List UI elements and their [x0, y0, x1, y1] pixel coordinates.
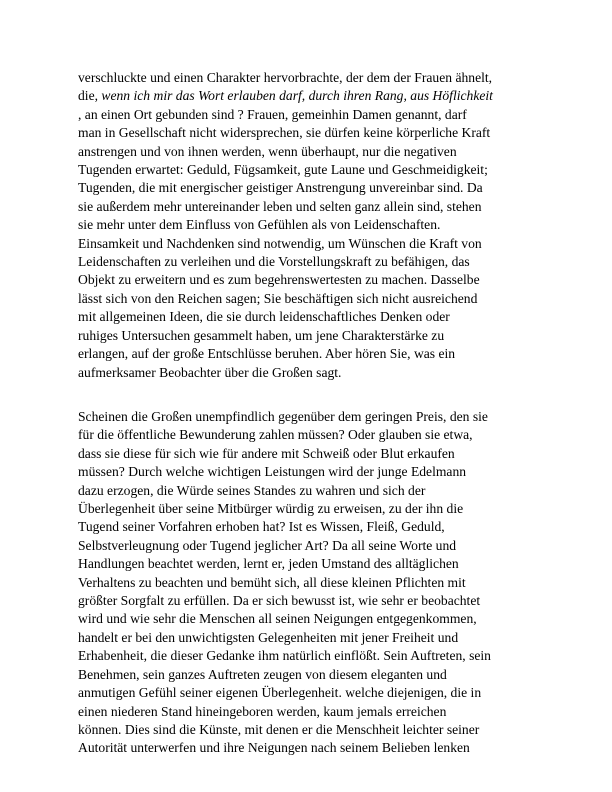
text-line [78, 235, 548, 253]
text-line [78, 518, 548, 536]
text-line [78, 463, 548, 481]
text-line [78, 739, 548, 757]
text-segment: wird und wie sehr die Menschen all seinen Neigungen entgegenkommen, [78, 611, 477, 627]
text-segment: dass sie diese für sich wie für andere mit Schweiß oder Blut erkaufen [78, 445, 455, 461]
text-segment: Autorität unterwerfen und ihre Neigungen nach seinem Belieben lenken [78, 740, 470, 756]
text-line [78, 345, 548, 363]
text-line [78, 721, 548, 739]
text-line [78, 629, 548, 647]
text-segment: können. Dies sind die Künste, mit denen er die Menschheit leichter seiner [78, 721, 480, 737]
text-line [78, 684, 548, 702]
text-line [78, 537, 548, 555]
text-segment: Selbstverleugnung oder Tugend jeglicher Art? Da all seine Worte und [78, 537, 457, 553]
text-line [78, 216, 548, 234]
text-segment: man in Gesellschaft nicht widersprechen, sie dürfen keine körperliche Kraft [78, 125, 491, 141]
text-line [78, 124, 548, 142]
text-line [78, 445, 548, 463]
text-line [78, 106, 548, 124]
text-segment: Leidenschaften zu verleihen und die Vorstellungskraft zu befähigen, das [78, 254, 470, 270]
text-segment: sie mehr unter dem Einfluss von Gefühlen als von Leidenschaften. [78, 217, 441, 233]
text-segment: aufmerksamer Beobachter über die Großen sagt. [78, 364, 342, 380]
text-segment: lässt sich von den Reichen sagen; Sie beschäftigen sich nicht ausreichend [78, 290, 478, 306]
text-segment: Objekt zu erweitern und es zum begehrenswertesten zu machen. Dasselbe [78, 272, 480, 288]
text-segment: Verhaltens zu beachten und bemüht sich, all diese kleinen Pflichten mit [78, 574, 466, 590]
text-line [78, 647, 548, 665]
text-segment: Handlungen beachtet werden, lernt er, jeden Umstand des alltäglichen [78, 556, 459, 572]
text-segment: sie außerdem mehr untereinander leben und selten ganz allein sind, stehen [78, 198, 482, 214]
text-line [78, 179, 548, 197]
text-line [78, 666, 548, 684]
text-line [78, 143, 548, 161]
text-segment: erlangen, auf der große Entschlüsse beruhen. Aber hören Sie, was ein [78, 346, 456, 362]
text-line [78, 69, 548, 87]
text-segment: Benehmen, sein ganzes Auftreten zeugen von diesem eleganten und [78, 666, 447, 682]
italic-text-segment: wenn ich mir das Wort erlauben darf, durch ihren Rang, aus Höflichkeit [101, 88, 493, 104]
text-segment: einen niederen Stand hineingeboren werden, kaum jemals erreichen [78, 703, 447, 719]
text-segment: die, [78, 88, 102, 104]
text-segment: Erhabenheit, die dieser Gedanke ihm natürlich einflößt. Sein Auftreten, sein [78, 648, 491, 664]
text-line [78, 290, 548, 308]
text-line [78, 610, 548, 628]
text-line [78, 327, 548, 345]
text-line [78, 198, 548, 216]
text-segment: , an einen Ort gebunden sind ? Frauen, gemeinhin Damen genannt, darf [78, 106, 467, 122]
text-line [78, 500, 548, 518]
text-segment: Tugenden, die mit energischer geistiger Anstrengung unvereinbar sind. Da [78, 180, 483, 196]
text-line [78, 271, 548, 289]
text-line [78, 308, 548, 326]
text-line [78, 574, 548, 592]
text-segment: für die öffentliche Bewunderung zahlen müssen? Oder glauben sie etwa, [78, 427, 473, 443]
text-line [78, 592, 548, 610]
text-line [78, 253, 548, 271]
text-line [78, 161, 548, 179]
text-line [78, 426, 548, 444]
text-segment: Einsamkeit und Nachdenken sind notwendig, um Wünschen die Kraft von [78, 235, 482, 251]
text-segment: ruhiges Untersuchen gesammelt haben, um jene Charakterstärke zu [78, 327, 445, 343]
text-line [78, 87, 548, 105]
paragraph [78, 408, 548, 758]
paragraph [78, 69, 548, 382]
text-segment: verschluckte und einen Charakter hervorbrachte, der dem der Frauen ähnelt, [78, 70, 493, 85]
text-segment: handelt er bei den unwichtigsten Gelegenheiten mit jener Freiheit und [78, 629, 459, 645]
text-line [78, 482, 548, 500]
text-segment: anstrengen und von ihnen werden, wenn überhaupt, nur die negativen [78, 143, 457, 159]
text-line [78, 364, 548, 382]
text-segment: dazu erzogen, die Würde seines Standes zu wahren und sich der [78, 482, 426, 498]
text-segment: Überlegenheit über seine Mitbürger würdig zu erweisen, zu der ihn die [78, 501, 464, 517]
text-segment: größter Sorgfalt zu erfüllen. Da er sich bewusst ist, wie sehr er beobachtet [78, 593, 481, 609]
text-segment: Tugenden erwartet: Geduld, Fügsamkeit, gute Laune und Geschmeidigkeit; [78, 162, 488, 178]
text-line [78, 408, 548, 426]
text-line [78, 555, 548, 573]
text-segment: Scheinen die Großen unempfindlich gegenüber dem geringen Preis, den sie [78, 409, 488, 424]
text-line [78, 703, 548, 721]
text-segment: müssen? Durch welche wichtigen Leistungen wird der junge Edelmann [78, 464, 467, 480]
text-segment: Tugend seiner Vorfahren erhoben hat? Ist es Wissen, Fleiß, Geduld, [78, 519, 445, 535]
text-segment: mit allgemeinen Ideen, die sie durch leidenschaftliches Denken oder [78, 309, 450, 325]
text-segment: anmutigen Gefühl seiner eigenen Überlegenheit. welche diejenigen, die in [78, 685, 482, 701]
